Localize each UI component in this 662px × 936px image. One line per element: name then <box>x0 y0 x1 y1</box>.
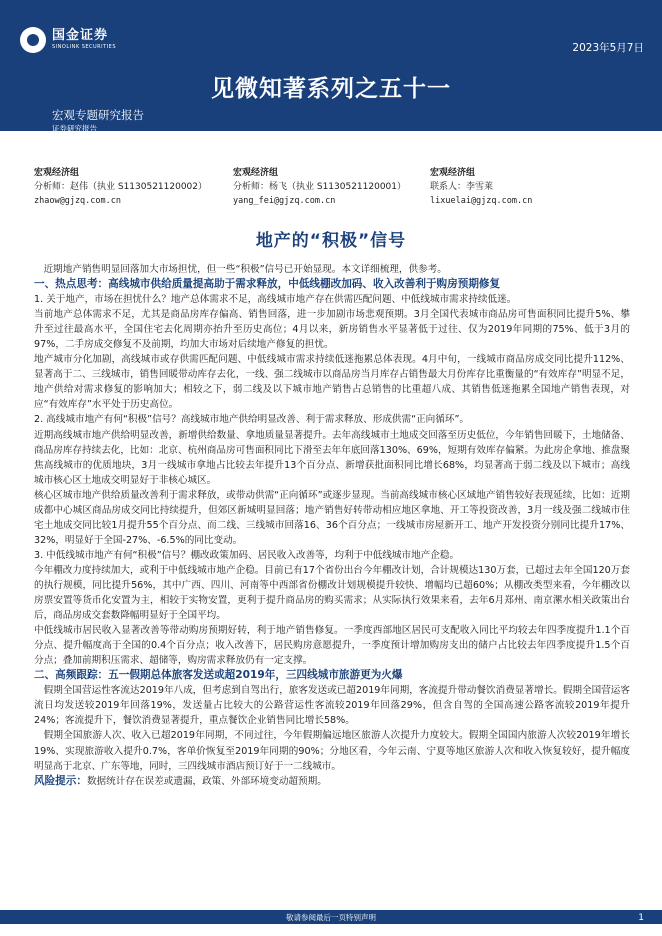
report-subtype: 证券研究报告 <box>52 124 97 133</box>
paragraph: 中低线城市居民收入显著改善等带动购房预期好转，利于地产销售修复。一季度西部地区居民可支配收入同比平均较去年四季度提升1.1个百分点、提升幅度高于全国的0.4个百分点；收入改善下，居民购房意愿提升，一季度预计增加购房支出的储户占比较去年四季度提升1.5个百分点；叠加前期积压需求、超储等，购房需求释放仍有一定支撑。 <box>34 625 630 667</box>
paragraph: 地产城市分化加剧，高线城市或存供需匹配问题、中低线城市需求持续低迷拖累总体表现。4月中旬，一线城市商品房成交同比提升112%、显著高于二、三线城市，销售回暖带动库存去化，一线、强二线城市以商品房当月库存占销售最大月份库存比重衡量的“有效库存”明显不足，地产供给对需求修复的影响加大；相较之下，弱二线及以下城市地产销售占总销售的比重超八成、其销售低迷拖累全国地产销售表现，对应“有效库存”水平处于历史高位。 <box>34 354 630 411</box>
risk-note <box>34 774 630 789</box>
analyst-dept: 宏观经济组 <box>34 168 80 178</box>
logo-name-en: SINOLINK SECURITIES <box>52 44 116 50</box>
analyst-email[interactable]: lixuelai@gjzq.com.cn <box>430 196 533 206</box>
logo-name: 国金证券 <box>52 28 109 43</box>
paragraph: 2. 高线城市地产有何“积极”信号？高线城市地产供给明显改善、利于需求释放、形成供需“正向循环”。 <box>34 414 470 426</box>
report-type: 宏观专题研究报告 <box>52 108 144 122</box>
paragraph: 1. 关于地产，市场在担忧什么？地产总体需求不足，高线城市地产存在供需匹配问题、中低线城市需求持续低迷。 <box>34 294 517 306</box>
paragraph: 假期全国营运性客流达2019年八成，但考虑到自驾出行，旅客发送或已超2019年同期，客流提升带动餐饮消费显著增长。假期全国营运客流日均发送较2019年回落19%，发送量占比较大的公路营运性客流较2019年回落29%，但含自驾的全国高速公路客流较2019年提升24%；客流提升下，餐饮消费显著提升，重点餐饮企业销售同比增长58%。 <box>34 685 630 727</box>
analyst-email[interactable]: zhaow@gjzq.com.cn <box>34 196 121 206</box>
paragraph: 近期高线城市地产供给明显改善，新增供给数量、拿地质量显著提升。去年高线城市土地成交回落至历史低位，今年销售回暖下，土地储备、商品房库存持续去化，比如：北京、杭州商品房可售面积同比下滑至去年年底回落130%、69%，短期有效库存偏紧。为此房企拿地、推盘聚焦高线城市的优质地块，3月一线城市拿地占比较去年提升13个百分点、新增获批面积同比增长68%，均显著高于弱二线及以下城市；高线城市核心区土地成交明显好于非核心城区。 <box>34 429 630 486</box>
series-title: 见微知著系列之五十一 <box>211 76 451 102</box>
logo-mark-icon <box>20 27 46 53</box>
analyst-dept: 宏观经济组 <box>233 168 279 178</box>
analyst-dept: 宏观经济组 <box>430 168 476 178</box>
analyst-name: 分析师：赵伟（执业 S1130521120002） <box>34 182 208 192</box>
page-title: 地产的“积极”信号 <box>255 231 407 251</box>
logo <box>20 27 116 53</box>
footer-note: 敬请参阅最后一页特别声明 <box>286 913 376 922</box>
contact-name: 联系人：李雪莱 <box>430 182 494 192</box>
analyst-name: 分析师：杨飞（执业 S1130521120001） <box>233 182 407 192</box>
analyst-email[interactable]: yang_fei@gjzq.com.cn <box>233 196 336 206</box>
report-date: 2023年5月7日 <box>572 42 644 54</box>
paragraph: 当前地产总体需求不足，尤其是商品房库存偏高、销售回落，进一步加剧市场悲观预期。3月全国代表城市商品房可售面积同比提升5%、攀升至过往最高水平，全国住宅去化周期亦抬升至历史高位；4月以来，新房销售水平显著低于过往、仅为2019年同期的75%、低于3月的97%，二手房成交修复不及前期，均加大市场对后续地产修复的担忧。 <box>34 309 630 351</box>
intro-paragraph: 近期地产销售明显回落加大市场担忧，但一些“积极”信号已开始显现。本文详细梳理，供参考。 <box>43 264 447 275</box>
analyst-block <box>430 166 532 208</box>
paragraph: 今年棚改力度持续加大，或利于中低线城市地产企稳。目前已有17个省份出台今年棚改计划，合计规模达130万套，已超过去年全国120万套的执行规模，同比提升56%，其中广西、四川、河南等中西部省份棚改计划规模提升较快、增幅均已超60%；从棚改类型来看，今年棚改以房票安置等货币化安置为主，相较于实物安置，更利于提升商品房的购买需求；从实际执行效果来看，去年6月郑州、南京漯水相关政策出台后，商品房成交套数降幅明显好于全国平均。 <box>34 564 630 622</box>
risk-label: 风险提示： <box>34 774 87 787</box>
report-body <box>34 262 630 789</box>
section-heading: 二、高频跟踪：五一假期总体旅客发送或超2019年，三四线城市旅游更为火爆 <box>34 669 403 682</box>
analyst-block <box>233 166 406 208</box>
paragraph: 核心区城市地产供给质量改善利于需求释放，或带动供需“正向循环”或逐步显现。当前高线城市核心区域地产销售较好表现延续，比如：近期成都中心城区商品房成交同比持续提升，但郊区新城明显回落；地产销售好转带动相应地区拿地、开工等投资改善，3月一线及强二线城市住宅土地成交同比较1月提升55个百分点、而二线、三线城市回落16、36个百分点；一线城市房屋新开工、地产开发投资分别同比提升17%、32%，明显好于全国-27%、-6.5%的同比变动。 <box>34 489 630 546</box>
paragraph: 3. 中低线城市地产有何“积极”信号？棚改政策加码、居民收入改善等，均利于中低线城市地产企稳。 <box>34 549 460 561</box>
paragraph: 假期全国旅游人次、收入已超2019年同期，不同过往，今年假期偏远地区旅游人次提升力度较大。假期全国国内旅游人次较2019年增长19%、实现旅游收入提升0.7%，客单价恢复至2019年同期的90%；分地区看，今年云南、宁夏等地区旅游人次和收入恢复较好，提升幅度明显高于北京、广东等地，同时，三四线城市酒店预订好于一二线城市。 <box>34 730 630 772</box>
section-heading: 一、热点思考：高线城市供给质量提高助于需求释放，中低线棚改加码、收入改善利于购房预期修复 <box>34 278 501 291</box>
risk-text: 数据统计存在误差或遗漏，政策、外部环境变动超预期。 <box>86 775 327 787</box>
analyst-block <box>34 166 207 208</box>
page-number: 1 <box>638 913 644 923</box>
